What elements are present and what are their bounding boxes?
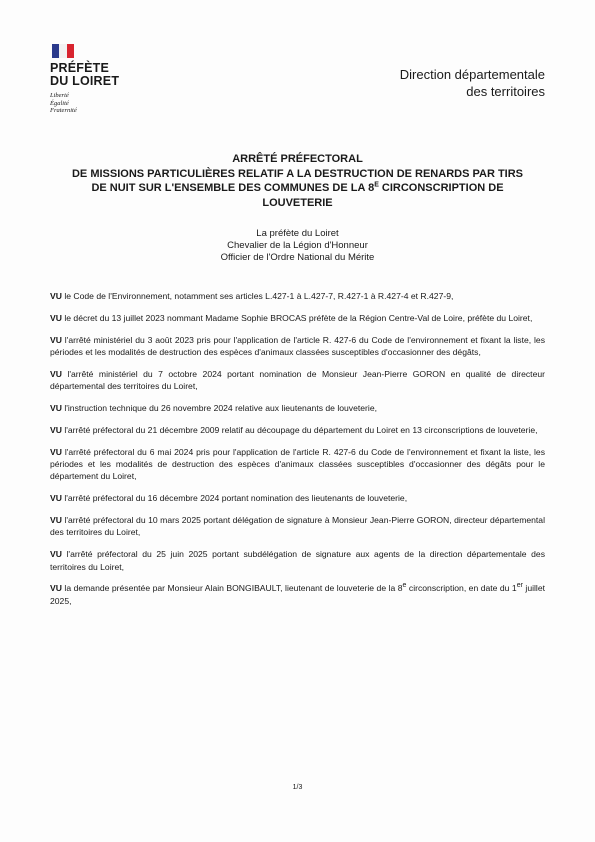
vu-keyword: VU (50, 312, 62, 323)
vu-text: l'arrêté préfectoral du 10 mars 2025 portant délégation de signature à Monsieur Jean-Pierre GORON, directeur départemental des territoires du Loiret, (50, 515, 545, 538)
title-line-3-end: CIRCONSCRIPTION DE (378, 182, 504, 194)
vu-keyword: VU (50, 446, 62, 457)
direction-line-1: Direction départementale (399, 67, 545, 82)
vu-paragraph (50, 402, 545, 414)
vu-keyword: VU (50, 515, 62, 525)
republic-motto (50, 92, 150, 115)
vu-keyword: VU (50, 368, 62, 379)
vu-paragraph (50, 548, 545, 573)
title-line-3-start: DE NUIT SUR L'ENSEMBLE DES COMMUNES DE LA 8 (91, 182, 375, 194)
vu-superscript: er (516, 582, 523, 590)
vu-keyword: VU (50, 403, 62, 413)
vu-text: le Code de l'Environnement, notamment ses articles L.427-1 à L.427-7, R.427-1 à R.427-4 et R.427-9, (61, 291, 454, 301)
prefecture-name-line-2: DU LOIRET (50, 73, 120, 88)
decree-title (50, 152, 545, 210)
title-line-2: DE MISSIONS PARTICULIÈRES RELATIF A LA DESTRUCTION DE RENARDS PAR TIRS (71, 167, 524, 180)
vu-text: l'arrêté ministériel du 3 août 2023 pris pour l'application de l'article R. 427-6 du Code de l'environnement et fixant la liste, les périodes et les modalités de destruction des espèces d'animaux classées susceptibles d'occasionner des dégâts, (50, 334, 545, 357)
signatory-block (50, 228, 545, 264)
signatory-line-2: Chevalier de la Légion d'Honneur (227, 240, 368, 251)
considerations-list (50, 290, 545, 617)
vu-keyword: VU (50, 334, 62, 345)
vu-keyword: VU (50, 493, 62, 504)
title-line-1: ARRÊTÉ PRÉFECTORAL (232, 153, 363, 165)
vu-keyword: VU (50, 291, 62, 301)
signatory-line-1: La préfète du Loiret (256, 228, 339, 239)
vu-paragraph (50, 424, 545, 436)
vu-text: circonscription, en date du 1 (406, 583, 517, 594)
prefecture-name-line-1: PRÉFÈTE (50, 61, 110, 75)
vu-text: l'instruction technique du 26 novembre 2024 relative aux lieutenants de louveterie, (61, 403, 377, 413)
motto-fraternite: Fraternité (50, 107, 77, 114)
vu-paragraph (50, 514, 545, 539)
vu-text: l'arrêté préfectoral du 6 mai 2024 pris pour l'application de l'article R. 427-6 du Code de l'environnement et fixant la liste, les périodes et les modalités de destruction des espèces d'animaux classées susceptibles d'occasionner des dégâts pour le département du Loiret, (50, 446, 545, 482)
vu-paragraph (50, 334, 545, 359)
title-line-3 (50, 181, 545, 196)
vu-text: l'arrêté ministériel du 7 octobre 2024 portant nomination de Monsieur Jean-Pierre GORON en qualité de directeur départemental des territoires du Loiret, (50, 368, 545, 392)
vu-paragraph (50, 312, 545, 324)
vu-paragraph (50, 446, 545, 483)
vu-superscript: e (402, 582, 407, 590)
vu-text: l'arrêté préfectoral du 16 décembre 2024 portant nomination des lieutenants de louveterie, (61, 493, 408, 504)
motto-liberte: Liberté (50, 92, 69, 99)
signatory-line-3: Officier de l'Ordre National du Mérite (220, 252, 375, 263)
vu-keyword: VU (50, 549, 62, 560)
vu-paragraph (50, 492, 545, 504)
vu-text: l'arrêté préfectoral du 25 juin 2025 portant subdélégation de signature aux agents de la direction départementale des territoires du Loiret, (50, 549, 545, 572)
vu-text: la demande présentée par Monsieur Alain BONGIBAULT, lieutenant de louveterie de la 8 (61, 583, 403, 594)
title-line-4: LOUVETERIE (262, 196, 333, 209)
direction-line-2: des territoires (466, 84, 545, 99)
vu-paragraph-request (50, 582, 545, 607)
vu-paragraph (50, 368, 545, 393)
marianne-flag-icon (52, 44, 74, 58)
prefecture-logo (50, 44, 150, 115)
vu-keyword: VU (50, 424, 62, 435)
vu-paragraph (50, 290, 545, 302)
title-line-3-superscript: E (374, 181, 379, 189)
vu-keyword: VU (50, 583, 62, 594)
issuing-direction (400, 66, 545, 100)
vu-text: juillet 2025, (50, 583, 545, 606)
vu-text: le décret du 13 juillet 2023 nommant Madame Sophie BROCAS préfète de la Région Centre-Val de Loire, préfète du Loiret, (61, 312, 533, 323)
page-number: 1/3 (292, 784, 303, 791)
vu-text: l'arrêté préfectoral du 21 décembre 2009 relatif au découpage du département du Loiret en 13 circonscriptions de louveterie, (61, 424, 538, 435)
motto-egalite: Égalité (50, 99, 69, 107)
